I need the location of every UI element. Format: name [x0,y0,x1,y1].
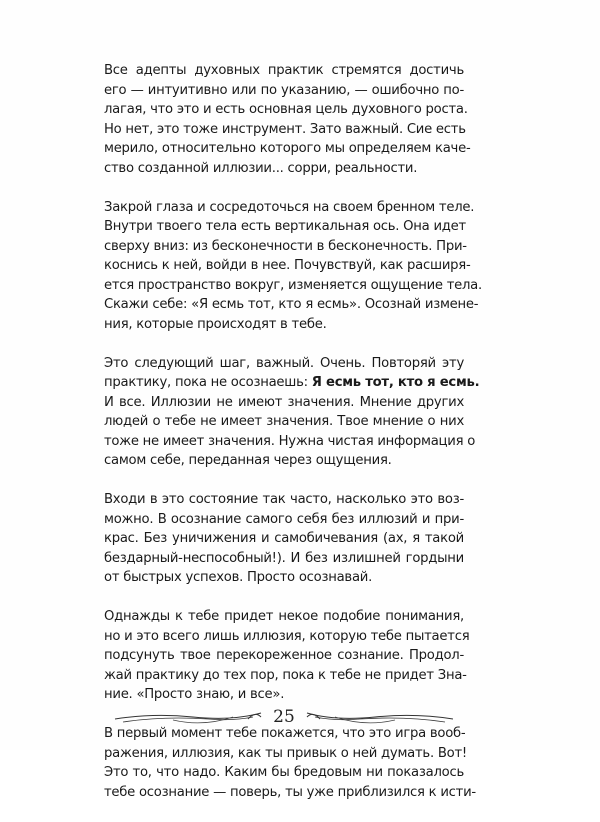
text-line: Однажды к тебе придет некое подобие понимания, [104,609,464,624]
text-line: Внутри твоего тела есть вертикальная ось. Она идет [104,219,466,234]
text-line: ние. «Просто знаю, и все». [104,687,285,702]
paragraph-5 [104,607,470,705]
text-line: ния, которые происходят в тебе. [104,316,327,332]
text-line: жай практику до тех пор, пока к тебе не придет Зна- [104,667,467,683]
page-number: 25 [273,707,295,727]
text-line: но и это всего лишь иллюзия, которую тебе пытается [104,628,470,644]
text-line: тоже не имеет значения. Нужна чистая информация о [104,433,476,449]
page-footer [104,704,464,730]
paragraph-6 [104,724,476,802]
text-line: от быстрых успехов. Просто осознавай. [104,570,373,585]
text-line: крас. Без уничижения и самобичевания (ах, я такой [104,531,464,546]
ornament-right-icon [305,707,455,727]
text-line: В первый момент тебе покажется, что это игра вооб- [104,726,466,741]
text-line: Это следующий шаг, важный. Очень. Повторяй эту [104,355,464,371]
text-line: его — интуитивно или по указанию, — ошибочно по- [104,82,464,98]
text-line: мерило, относительно которого мы определяем каче- [104,141,471,156]
text-line: И все. Иллюзии не имеют значения. Мнение других [104,394,464,410]
text-line: лагая, что это и есть основная цель духовного роста. [104,102,468,117]
bold-phrase: Я есмь тот, кто я есмь. [311,375,480,390]
text-line: тебе осознание — поверь, ты уже приблизился к исти- [104,784,476,800]
text-line: Но нет, это тоже инструмент. Зато важный. Сие есть [104,121,466,137]
text-line: бездарный-неспособный!). И без излишней гордыни [104,550,464,566]
text-line: коснись к ней, войди в нее. Почувствуй, как расширя- [104,258,471,273]
paragraph-3 [104,354,480,471]
text-line: людей о тебе не имеет значения. Твое мнение о них [104,414,464,429]
ornament-left-icon [113,707,263,727]
text-line: ство созданной иллюзии... сорри, реальности. [104,160,418,176]
text-line: Все адепты духовных практик стремятся достичь [104,63,464,78]
text-line: ражения, иллюзия, как ты привык о ней думать. Вот! [104,745,467,761]
text-line: ется пространство вокруг, изменяется ощущение тела. [104,277,482,293]
text-line: Скажи себе: «Я есмь тот, кто я есмь». Осознай измене- [104,297,479,312]
text-line: самом себе, переданная через ощущения. [104,453,392,468]
paragraph-2 [104,198,482,335]
text-segment: практику, пока не осознаешь: [104,375,312,390]
text-line: сверху вниз: из бесконечности в бесконечность. При- [104,238,467,254]
text-line: Входи в это состояние так часто, насколько это воз- [104,492,464,507]
paragraph-4 [104,490,464,588]
paragraph-1 [104,61,471,178]
text-line: Закрой глаза и сосредоточься на своем бренном теле. [104,199,475,215]
text-line: можно. В осознание самого себя без иллюзий и при- [104,511,464,527]
text-line: подсунуть твое перекореженное сознание. Продол- [104,648,464,663]
text-line [104,373,480,393]
text-line: Это то, что надо. Каким бы бредовым ни показалось [104,765,464,780]
